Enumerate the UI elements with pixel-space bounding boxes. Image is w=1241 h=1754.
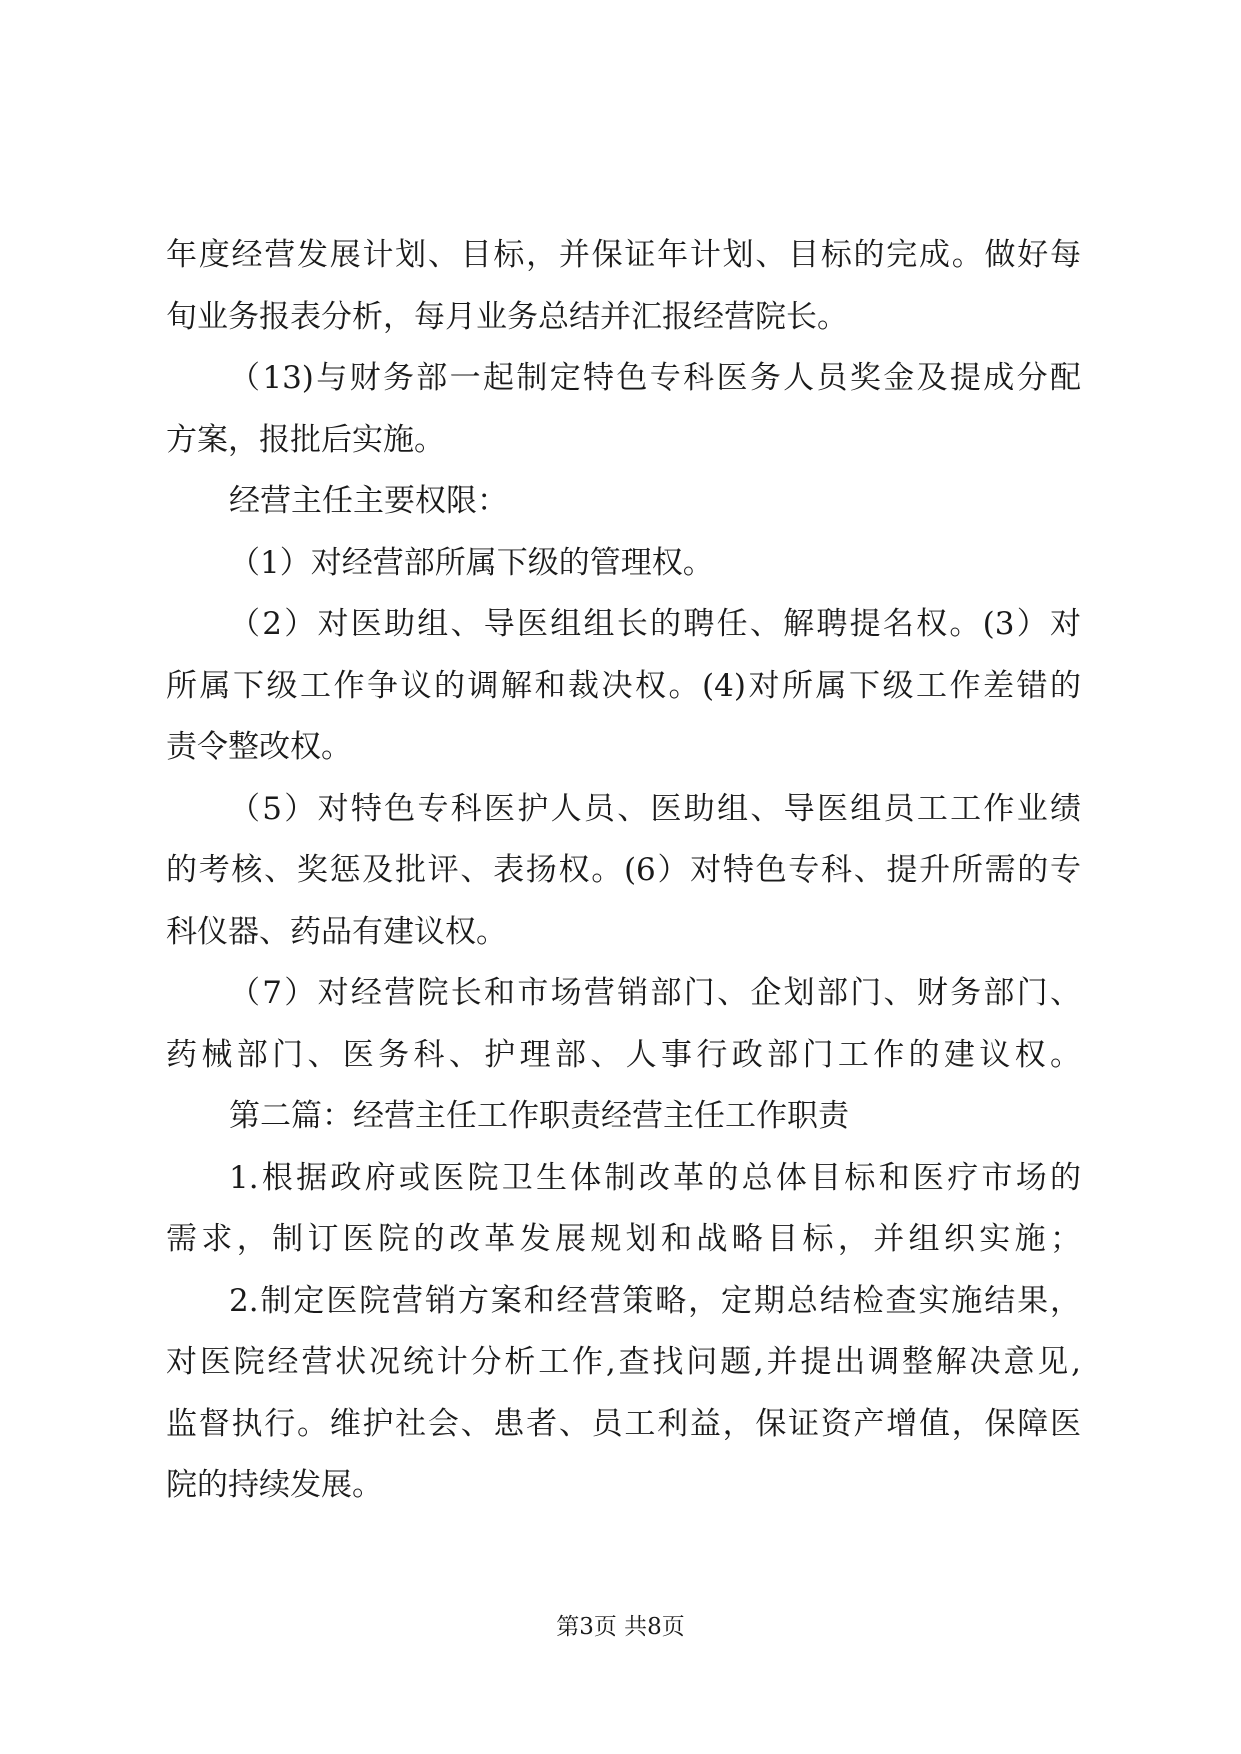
paragraph-line: （13)与财务部一起制定特色专科医务人员奖金及提成分配: [229, 360, 1081, 396]
document-body: [166, 225, 1081, 1517]
paragraph-line: （1）对经营部所属下级的管理权。: [229, 544, 714, 581]
paragraph-line: 责令整改权。: [166, 729, 352, 765]
paragraph-line: 旬业务报表分析，每月业务总结并汇报经营院长。: [166, 298, 848, 335]
paragraph-line: 所属下级工作争议的调解和裁决权。(4)对所属下级工作差错的: [166, 667, 1081, 704]
paragraph-line: 1.根据政府或医院卫生体制改革的总体目标和医疗市场的: [229, 1159, 1081, 1196]
paragraph-line: （5）对特色专科医护人员、医助组、导医组员工工作业绩: [229, 790, 1081, 827]
section-heading: 经营主任主要权限：: [229, 483, 508, 519]
paragraph-line: 科仪器、药品有建议权。: [166, 913, 507, 950]
paragraph-line: 药械部门、医务科、护理部、人事行政部门工作的建议权。: [166, 1036, 1081, 1073]
page-number-footer: 第3页 共8页: [556, 1614, 685, 1640]
paragraph-line: 监督执行。维护社会、患者、员工利益，保证资产增值，保障医: [166, 1405, 1081, 1442]
paragraph-line: 需求，制订医院的改革发展规划和战略目标，并组织实施；: [166, 1221, 1081, 1257]
paragraph-line: 院的持续发展。: [166, 1467, 383, 1503]
paragraph-line: 2.制定医院营销方案和经营策略，定期总结检查实施结果，: [229, 1282, 1081, 1319]
paragraph-line: 方案，报批后实施。: [166, 421, 445, 458]
paragraph-line: （2）对医助组、导医组组长的聘任、解聘提名权。(3）对: [229, 606, 1081, 642]
paragraph-line: 年度经营发展计划、目标，并保证年计划、目标的完成。做好每: [166, 237, 1081, 273]
paragraph-line: 对医院经营状况统计分析工作,查找问题,并提出调整解决意见,: [166, 1344, 1081, 1380]
section-heading: 第二篇：经营主任工作职责经营主任工作职责: [229, 1098, 849, 1134]
paragraph-line: 的考核、奖惩及批评、表扬权。(6）对特色专科、提升所需的专: [166, 852, 1081, 888]
paragraph-line: （7）对经营院长和市场营销部门、企划部门、财务部门、: [229, 975, 1081, 1011]
